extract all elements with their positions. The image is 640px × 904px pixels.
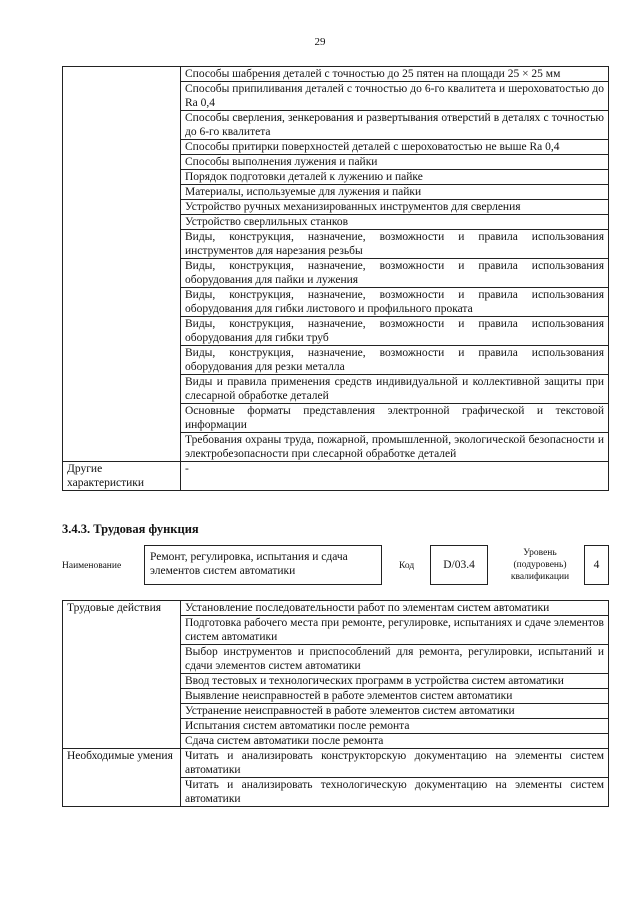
level-label: Уровень (подуровень) квалификации — [510, 548, 570, 582]
knowledge-label-cell — [63, 67, 181, 462]
name-label: Наименование — [62, 561, 122, 571]
skill-item: Читать и анализировать технологическую документацию на элементы систем автоматики — [181, 778, 609, 807]
actions-table — [62, 600, 609, 807]
page-number: 29 — [314, 36, 326, 48]
action-item: Ввод тестовых и технологических программ в устройства систем автоматики — [181, 674, 609, 689]
code-label: Код — [399, 561, 415, 571]
knowledge-item: Способы притирки поверхностей деталей с шероховатостью не выше Ra 0,4 — [181, 140, 609, 155]
knowledge-item: Основные форматы представления электронной графической и текстовой информации — [181, 404, 609, 433]
knowledge-item: Виды, конструкция, назначение, возможности и правила использования оборудования для резки металла — [181, 346, 609, 375]
table-row — [63, 749, 609, 778]
knowledge-item: Устройство ручных механизированных инструментов для сверления — [181, 200, 609, 215]
knowledge-item: Способы выполнения лужения и пайки — [181, 155, 609, 170]
code-value: D/03.4 — [430, 545, 488, 585]
table-row — [63, 462, 609, 491]
knowledge-item: Способы шабрения деталей с точностью до 25 пятен на площади 25 × 25 мм — [181, 67, 609, 82]
knowledge-item: Способы сверления, зенкерования и развертывания отверстий в деталях с точностью до 6-го квалитета — [181, 111, 609, 140]
skill-item: Читать и анализировать конструкторскую документацию на элементы систем автоматики — [181, 749, 609, 778]
function-header — [62, 545, 609, 589]
other-characteristics-label: Другие характеристики — [63, 462, 181, 491]
name-value: Ремонт, регулировка, испытания и сдача элементов систем автоматики — [144, 545, 382, 585]
other-characteristics-value: - — [181, 462, 609, 491]
knowledge-item: Материалы, используемые для лужения и пайки — [181, 185, 609, 200]
action-item: Установление последовательности работ по элементам систем автоматики — [181, 601, 609, 616]
action-item: Испытания систем автоматики после ремонта — [181, 719, 609, 734]
table-row — [63, 601, 609, 616]
actions-label: Трудовые действия — [63, 601, 181, 749]
knowledge-table — [62, 66, 609, 491]
skills-label: Необходимые умения — [63, 749, 181, 807]
knowledge-item: Способы припиливания деталей с точностью до 6-го квалитета и шероховатостью до Ra 0,4 — [181, 82, 609, 111]
knowledge-item: Виды, конструкция, назначение, возможности и правила использования оборудования для гибки листового и профильного проката — [181, 288, 609, 317]
action-item: Сдача систем автоматики после ремонта — [181, 734, 609, 749]
knowledge-item: Виды, конструкция, назначение, возможности и правила использования оборудования для пайки и лужения — [181, 259, 609, 288]
knowledge-item: Виды и правила применения средств индивидуальной и коллективной защиты при слесарной обработке деталей — [181, 375, 609, 404]
knowledge-item: Виды, конструкция, назначение, возможности и правила использования оборудования для гибки труб — [181, 317, 609, 346]
action-item: Подготовка рабочего места при ремонте, регулировке, испытаниях и сдаче элементов систем автоматики — [181, 616, 609, 645]
level-value: 4 — [584, 545, 609, 585]
knowledge-item: Требования охраны труда, пожарной, промышленной, экологической безопасности и электробезопасности при слесарной обработке деталей — [181, 433, 609, 462]
knowledge-item: Устройство сверлильных станков — [181, 215, 609, 230]
table-row — [63, 67, 609, 82]
action-item: Выбор инструментов и приспособлений для ремонта, регулировки, испытаний и сдачи элементов систем автоматики — [181, 645, 609, 674]
action-item: Устранение неисправностей в работе элементов систем автоматики — [181, 704, 609, 719]
action-item: Выявление неисправностей в работе элементов систем автоматики — [181, 689, 609, 704]
knowledge-item: Виды, конструкция, назначение, возможности и правила использования инструментов для нарезания резьбы — [181, 230, 609, 259]
section-title: 3.4.3. Трудовая функция — [62, 522, 199, 536]
knowledge-item: Порядок подготовки деталей к лужению и пайке — [181, 170, 609, 185]
